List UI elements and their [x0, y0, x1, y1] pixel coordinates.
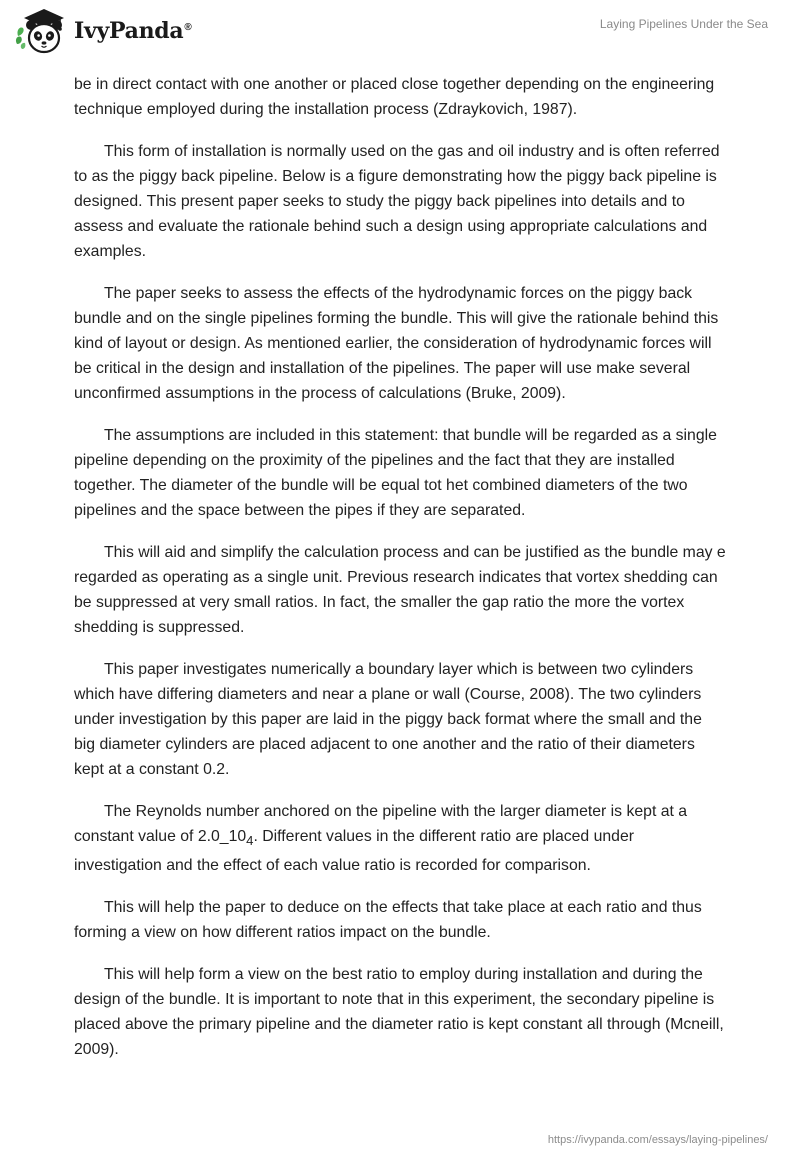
paragraph: The paper seeks to assess the effects of the hydrodynamic forces on the piggy back bundle and on the single pipelines forming the bundle. This will give the rationale behind this kind of layout or design. As mentioned earlier, the consideration of hydrodynamic forces will be critical in the design and installation of the pipelines. The paper will use make several unconfirmed assumptions in the process of calculations (Bruke, 2009). [74, 285, 719, 402]
paragraph: This form of installation is normally used on the gas and oil industry and is often referred to as the piggy back pipeline. Below is a figure demonstrating how the piggy back pipeline is designed. This present paper seeks to study the piggy back pipelines into details and to assess and evaluate the rationale behind such a design using appropriate calculations and examples. [74, 143, 720, 260]
paragraph: The assumptions are included in this statement: that bundle will be regarded as a single pipeline depending on the proximity of the pipelines and the fact that they are installed together. The diameter of the bundle will be equal tot het combined diameters of the two pipelines and the space between the pipes if they are separated. [74, 427, 717, 519]
paragraph: This paper investigates numerically a boundary layer which is between two cylinders which have differing diameters and near a plane or wall (Course, 2008). The two cylinders under investigation by this paper are laid in the piggy back format where the small and the big diameter cylinders are placed adjacent to one another and the ratio of their diameters kept at a constant 0.2. [74, 661, 702, 778]
page-header [0, 0, 800, 64]
reynolds-text-start: The Reynolds number anchored on the pipeline with the larger diameter is kept at a constant value of 2.0_10 [74, 803, 688, 845]
brand-name: IvyPanda [74, 18, 184, 44]
reynolds-paragraph [74, 799, 726, 878]
ivypanda-logo[interactable] [14, 6, 191, 56]
registered-mark: ® [184, 21, 192, 33]
paragraph: This will aid and simplify the calculation process and can be justified as the bundle may e regarded as operating as a single unit. Previous research indicates that vortex shedding can be suppressed at very small ratios. In fact, the smaller the gap ratio the more the vortex shedding is suppressed. [74, 544, 726, 636]
paragraph: This will help form a view on the best ratio to employ during installation and during the design of the bundle. It is important to note that in this experiment, the secondary pipeline is placed above the primary pipeline and the diameter ratio is kept constant all through (Mcneill, 2009). [74, 966, 724, 1059]
panda-graduate-icon [14, 6, 68, 56]
essay-body [74, 72, 726, 1079]
logo-wordmark [74, 18, 191, 44]
reynolds-exponent: 4 [246, 833, 254, 849]
source-url[interactable]: https://ivypanda.com/essays/laying-pipelines/ [547, 1134, 768, 1146]
reynolds-text-end: . Different values in the different ratio are placed under investigation and the effect of each value ratio is recorded for comparison. [74, 828, 634, 875]
paragraph: This will help the paper to deduce on the effects that take place at each ratio and thus forming a view on how different ratios impact on the bundle. [74, 899, 702, 942]
document-title: Laying Pipelines Under the Sea [599, 17, 768, 31]
paragraph: be in direct contact with one another or placed close together depending on the engineering technique employed during the installation process (Zdraykovich, 1987). [74, 76, 715, 118]
